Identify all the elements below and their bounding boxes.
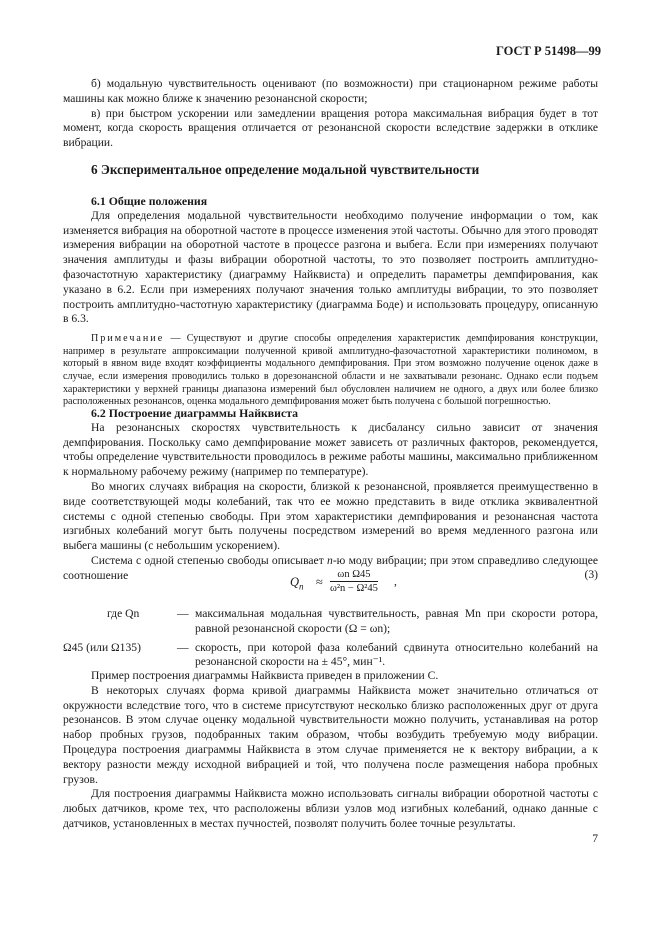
paragraph-6-2-3-b: -ю моду вибрации; при этом справедливо следующее соотношение	[63, 553, 598, 582]
note-label: Примечание	[91, 333, 165, 345]
list-item-b: б) модальную чувствительность оценивают (по возможности) при стационарном режиме работы машины как можно ближе к значению резонансной скорости;	[63, 77, 598, 105]
definition-term: Ω45 (или Ω135)	[63, 640, 141, 654]
formula-fraction	[330, 568, 378, 595]
list-item-v: в) при быстром ускорении или замедлении вращения ротора максимальная вибрация будет в тот момент, когда скорость вращения отличается от резонансной скорости вследствие задержки в отклике вибрации.	[63, 106, 598, 150]
formula-3	[0, 568, 661, 604]
subsection-6-2-title: 6.2 Построение диаграммы Найквиста	[91, 406, 299, 420]
paragraph-6-2-2: Во многих случаях вибрация на скорости, близкой к резонансной, проявляется преимущественно в виде соответствующей моды колебаний, так что ее можно представить в виде отклика эквивалентной системы с одной степенью свободы. При этом характеристики демпфирования и резонансная частота изгибных колебаний могут быть получены посредством измерений во время медленного разгона или выбега машины (с небольшим ускорением).	[63, 479, 598, 553]
formula-number: (3)	[584, 568, 598, 581]
subsection-6-2-continued	[63, 669, 598, 832]
paragraph-6-2-6: Для построения диаграммы Найквиста можно использовать сигналы вибрации оборотной частоты с любых датчиков, кроме тех, что расположены вблизи узлов мод изгибных колебаний, однако данные с датчиков, установленных в местах пучностей, позволят получить более точные результаты.	[63, 787, 598, 830]
definitions	[63, 607, 598, 670]
definition-dash: —	[177, 640, 189, 654]
formula-lhs: $Q_n$	[290, 575, 304, 592]
formula-numerator: ωn Ω45	[330, 568, 378, 582]
subsection-6-1-title: 6.1 Общие положения	[91, 194, 208, 208]
standard-header: ГОСТ Р 51498—99	[495, 44, 601, 58]
subsection-6-2	[63, 406, 598, 584]
definition-text: максимальная модальная чувствительность, равная Mn при скорости ротора, равной резонансной скорости (Ω = ωn);	[195, 607, 598, 635]
paragraph-6-2-3-a: Система с одной степенью свободы описывает	[91, 553, 328, 567]
subsection-6-1	[63, 194, 598, 409]
definition-term: где Qn	[107, 607, 140, 620]
section-6-title: 6 Экспериментальное определение модальной чувствительности	[91, 162, 480, 177]
definition-text: скорость, при которой фаза колебаний сдвинута относительно колебаний на резонансной скорости на ± 45°, мин⁻¹.	[195, 640, 598, 669]
definition-omega45	[63, 641, 598, 671]
definition-dash: —	[177, 607, 189, 620]
paragraph-6-2-4: Пример построения диаграммы Найквиста приведен в приложении С.	[91, 669, 439, 682]
formula-approx: ≈	[316, 575, 323, 589]
note-text: — Существуют и другие способы определения характеристик демпфирования конструкции, например в результате аппроксимации полученной кривой амплитудно-фазочастотной характеристики полиномом, в который в явном виде входят коэффициенты модального демпфирования. При этом возможно получение оценок даже в случае, если измерения проводились только в дорезонансной области и не захватывали резонанс. Однако если подъем характеристики у верхней границы диапазона измерений был обусловлен наличием не одного, а двух или более близко расположенных резонансов, оценка модального демпфирования может быть получена с большой погрешностью.	[63, 333, 598, 408]
formula-comma: ,	[394, 575, 397, 588]
formula-denominator: ω²n − Ω²45	[330, 583, 378, 594]
paragraph-6-1: Для определения модальной чувствительности необходимо получение информации о том, как изменяется вибрация на оборотной частоте в процессе изменения этой частоты. Обычно для этого проводят измерения вибрации на оборотной частоте в процессе разгона и выбега. Если при измерениях получают значения амплитуды и фазы вибрации оборотной частоты, то это позволяет построить амплитудно-фазочастотную характеристику (диаграмму Найквиста) и определить параметры демпфирования, как указано в 6.2. Если при измерениях получают значения только амплитуды вибрации, то это позволяет построить амплитудно-частотную характеристику (диаграмма Боде) и использовать процедуру, описанную в 6.3.	[63, 208, 598, 326]
paragraph-6-2-1: На резонансных скоростях чувствительность к дисбалансу сильно зависит от значения демпфирования. Поскольку само демпфирование может зависеть от различных факторов, рекомендуется, чтобы определение чувствительности проводилось в режиме работы машины, максимально приближенном к нормальному рабочему режиму (например по температуре).	[63, 420, 598, 479]
page-number: 7	[592, 832, 598, 845]
definition-qn	[63, 607, 598, 637]
note	[63, 333, 598, 409]
paragraph-6-2-5: В некоторых случаях форма кривой диаграммы Найквиста может значительно отличаться от окружности вследствие того, что в системе присутствуют несколько близко расположенных друг от друга резонансов. В этом случае оценку модальной чувствительности можно получить, устанавливая на ротор набор пробных грузов, подобранных таким образом, чтобы возбудить требуемую моду вибрации. Процедура построения диаграммы Найквиста в этом случае применяется не к вектору вибрации, а к вектору разности между исходной вибрацией и той, что получена после размещения набора пробных грузов.	[63, 683, 598, 786]
mode-index: n	[327, 553, 333, 567]
intro-items	[63, 77, 598, 151]
